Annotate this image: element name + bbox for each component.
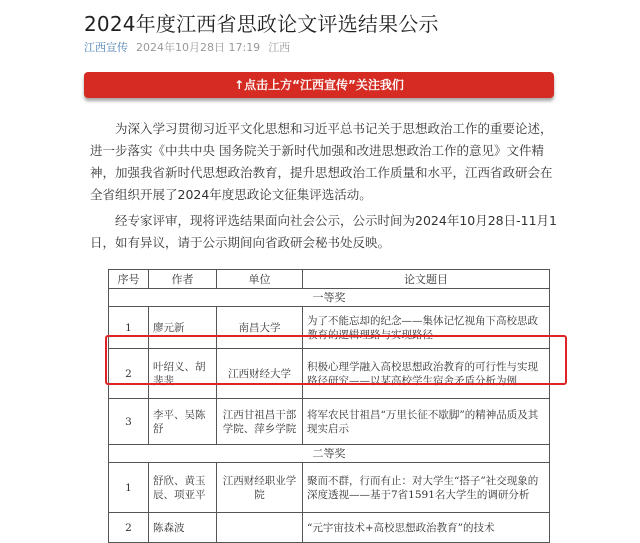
- table-row: [109, 307, 550, 349]
- row-title: 聚而不群，行而有止：对大学生“搭子”社交现象的深度透视——基于7省1591名大学生的调研分析: [303, 463, 550, 513]
- publish-location: 江西: [268, 41, 291, 54]
- row-title: 积极心理学融入高校思想政治教育的可行性与实现路径研究——以某高校学生宿舍矛盾分析为例: [303, 349, 550, 399]
- results-table: [108, 269, 550, 543]
- category-row-first: [109, 289, 550, 307]
- row-author: 陈森波: [149, 513, 217, 543]
- account-name-link[interactable]: 江西宣传: [84, 41, 128, 54]
- row-author: 舒欣、黄玉辰、项亚平: [149, 463, 217, 513]
- row-author: 叶绍义、胡斐斐: [149, 349, 217, 399]
- category-row-second: [109, 445, 550, 463]
- intro-paragraph: 为深入学习贯彻习近平文化思想和习近平总书记关于思想政治工作的重要论述，进一步落实《中共中央 国务院关于新时代加强和改进思想政治工作的意见》文件精神，加强我省新时代思想政治教育，提升思想政治工作质量和水平，江西省政研会在全省组织开展了2024年度思政论文征集评选活动。: [90, 121, 553, 202]
- header-unit: 单位: [217, 270, 303, 289]
- notice-paragraph: 经专家评审，现将评选结果面向社会公示，公示时间为2024年10月28日-11月1日，如有异议，请于公示期间向省政研会秘书处反映。: [90, 213, 557, 250]
- row-unit: 江西甘祖昌干部学院、萍乡学院: [217, 399, 303, 445]
- table-row: [109, 463, 550, 513]
- table-row: [109, 513, 550, 543]
- article-title: 2024年度江西省思政论文评选结果公示: [84, 12, 439, 36]
- results-table-image: [108, 269, 554, 534]
- row-title: 将军农民甘祖昌“万里长征不歇脚”的精神品质及其现实启示: [303, 399, 550, 445]
- row-title: “元宇宙技术+高校思想政治教育”的技术: [303, 513, 550, 543]
- row-number: 1: [109, 463, 149, 513]
- category-first-prize: 一等奖: [109, 289, 550, 307]
- article-meta: [84, 39, 290, 55]
- header-number: 序号: [109, 270, 149, 289]
- header-author: 作者: [149, 270, 217, 289]
- row-number: 2: [109, 513, 149, 543]
- row-title: 为了不能忘却的纪念——集体记忆视角下高校思政教育的逻辑理路与实现路径: [303, 307, 550, 349]
- row-unit: 江西财经大学: [217, 349, 303, 399]
- row-number: 3: [109, 399, 149, 445]
- row-unit: 南昌大学: [217, 307, 303, 349]
- category-second-prize: 二等奖: [109, 445, 550, 463]
- follow-account-banner[interactable]: ↑点击上方“江西宣传”关注我们: [84, 72, 554, 98]
- row-number: 2: [109, 349, 149, 399]
- row-unit: 江西财经职业学院: [217, 463, 303, 513]
- table-header-row: [109, 270, 550, 289]
- row-unit: [217, 513, 303, 543]
- publish-date: 2024年10月28日 17:19: [136, 41, 261, 54]
- row-author: 李平、吴陈舒: [149, 399, 217, 445]
- table-row: [109, 349, 550, 399]
- table-row: [109, 399, 550, 445]
- row-number: 1: [109, 307, 149, 349]
- header-title: 论文题目: [303, 270, 550, 289]
- row-author: 廖元新: [149, 307, 217, 349]
